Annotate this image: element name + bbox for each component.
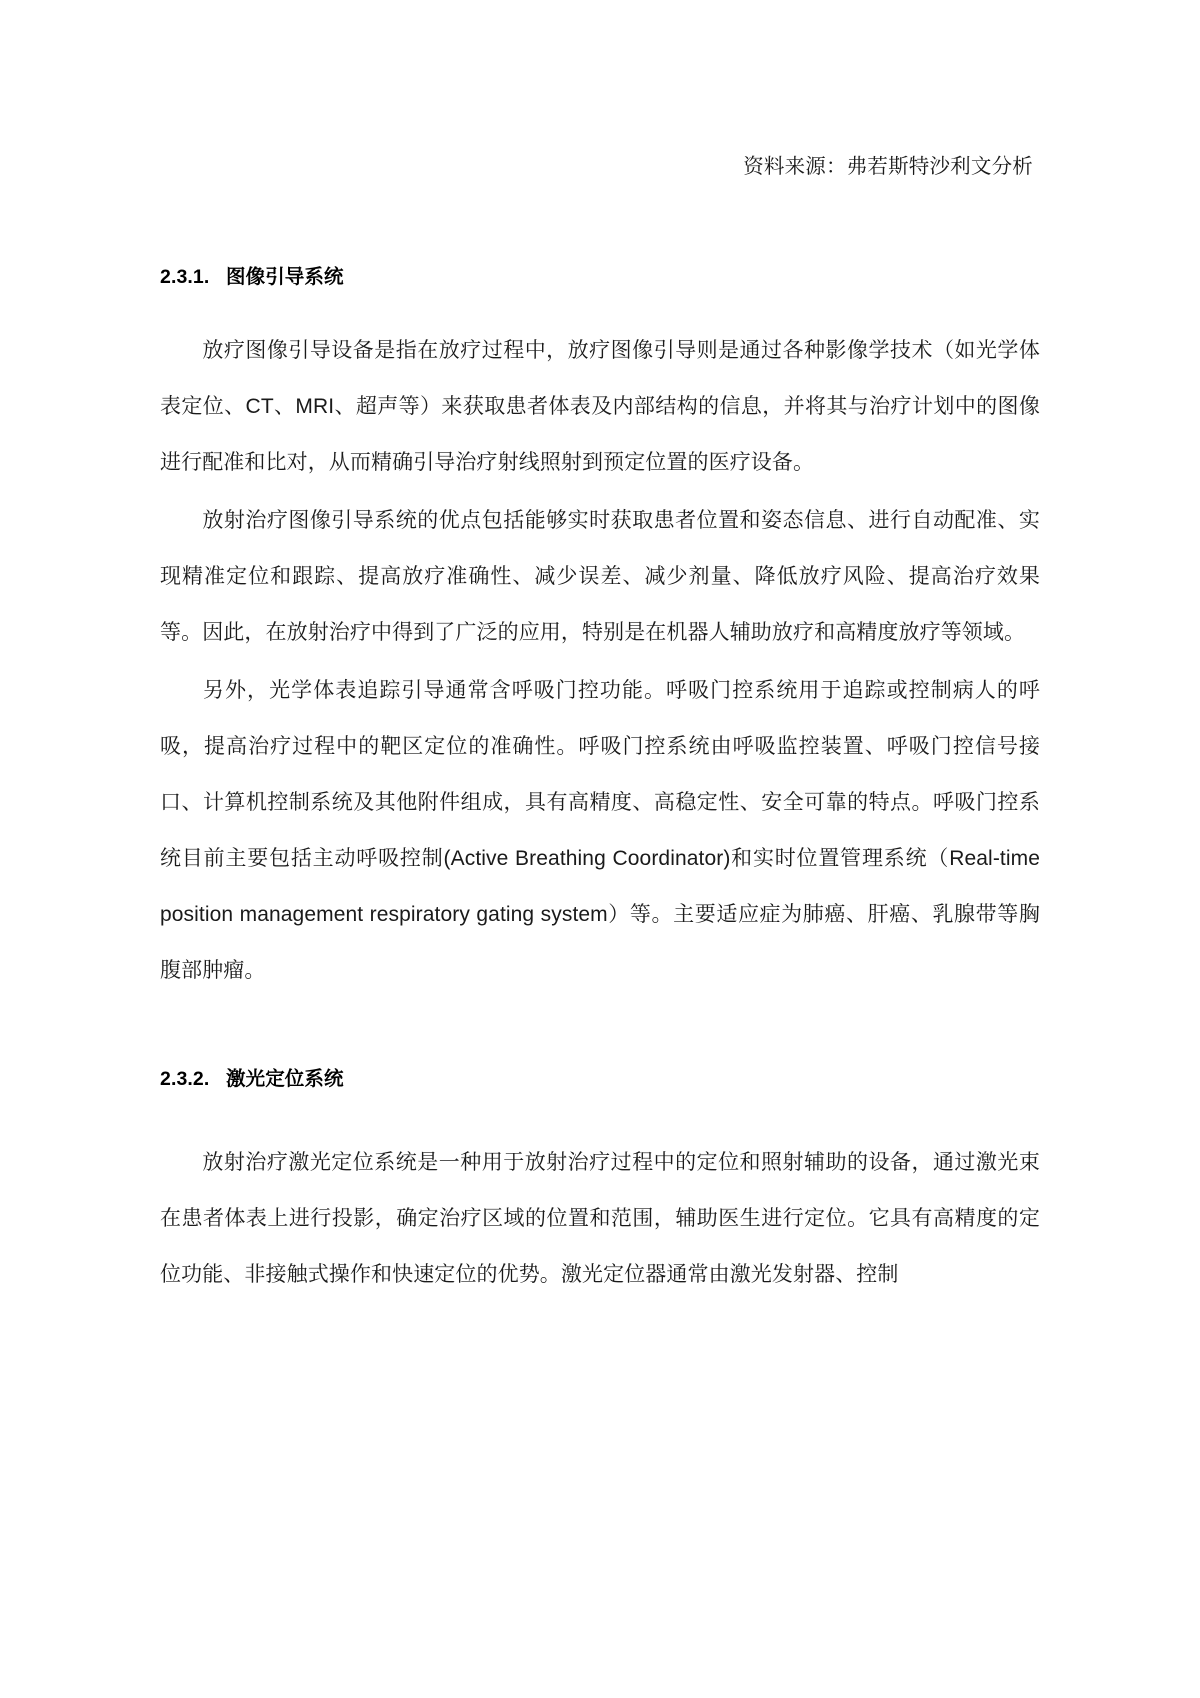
section-spacer [160, 999, 1040, 1063]
section-number: 2.3.1. [160, 265, 210, 288]
paragraph-respiratory-gating [160, 663, 1040, 999]
paragraph-text: 另外，光学体表追踪引导通常含呼吸门控功能。呼吸门控系统用于追踪或控制病人的呼吸，提高治疗过程中的靶区定位的准确性。呼吸门控系统由呼吸监控装置、呼吸门控信号接口、计算机控制系统及其他附件组成，具有高精度、高稳定性、安全可靠的特点。呼吸门控系统目前主要包括主动呼吸控制(Active Breathing Coordinator)和实时位置管理系统（Real-time position management respiratory gating system）等。主要适应症为肺癌、肝癌、乳腺带等胸腹部肿瘤。 [160, 678, 1040, 982]
page-top-margin [160, 0, 1040, 152]
section-heading-2-3-1 [160, 261, 1040, 289]
heading-spacer [160, 1091, 1040, 1133]
section-title: 激光定位系统 [226, 1067, 344, 1090]
source-attribution: 资料来源：弗若斯特沙利文分析 [743, 155, 1033, 178]
paragraph-igrt-advantages [160, 493, 1040, 661]
paragraph-text: 放疗图像引导设备是指在放疗过程中，放疗图像引导则是通过各种影像学技术（如光学体表定位、CT、MRI、超声等）来获取患者体表及内部结构的信息，并将其与治疗计划中的图像进行配准和比对，从而精确引导治疗射线照射到预定位置的医疗设备。 [160, 338, 1040, 474]
paragraph-text: 放射治疗图像引导系统的优点包括能够实时获取患者位置和姿态信息、进行自动配准、实现精准定位和跟踪、提高放疗准确性、减少误差、减少剂量、降低放疗风险、提高治疗效果等。因此，在放射治疗中得到了广泛的应用，特别是在机器人辅助放疗和高精度放疗等领域。 [160, 508, 1040, 644]
section-title: 图像引导系统 [226, 265, 344, 288]
paragraph-text: 放射治疗激光定位系统是一种用于放射治疗过程中的定位和照射辅助的设备，通过激光束在患者体表上进行投影，确定治疗区域的位置和范围，辅助医生进行定位。它具有高精度的定位功能、非接触式操作和快速定位的优势。激光定位器通常由激光发射器、控制 [160, 1150, 1040, 1286]
paragraph-igrt-definition [160, 323, 1040, 491]
paragraph-laser-positioning [160, 1135, 1040, 1303]
section-number: 2.3.2. [160, 1067, 210, 1090]
section-heading-2-3-2 [160, 1063, 1040, 1091]
